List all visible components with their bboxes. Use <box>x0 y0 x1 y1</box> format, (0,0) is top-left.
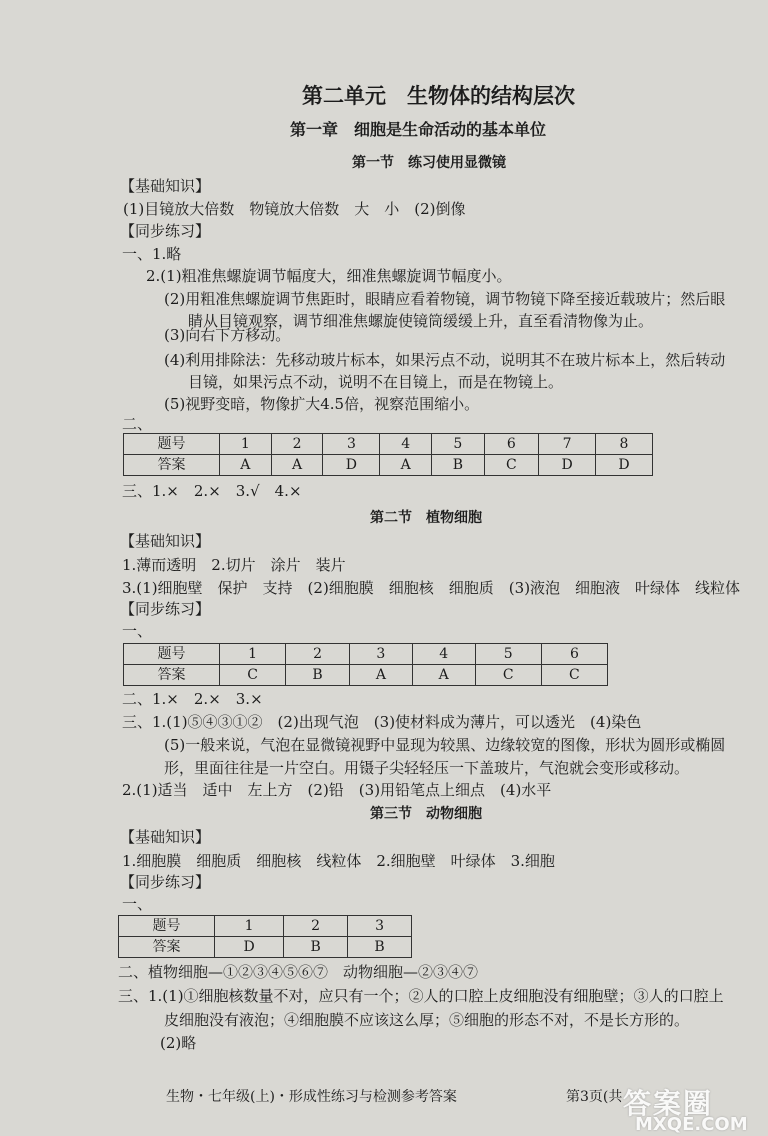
footer-page-number: 第3页(共 <box>566 1089 623 1105</box>
text-line: 二、植物细胞—①②③④⑤⑥⑦ 动物细胞—②③④⑦ <box>118 963 479 981</box>
text-line: 皮细胞没有液泡；④细胞膜不应该这么厚；⑤细胞的形态不对，不是长方形的。 <box>164 1011 690 1029</box>
table-cell: 4 <box>412 644 475 665</box>
text-line: 形，里面往往是一片空白。用镊子尖轻轻压一下盖玻片，气泡就会变形或移动。 <box>164 759 690 777</box>
table-row <box>124 665 608 686</box>
table-cell: 2 <box>286 644 350 665</box>
text-line: 2.(1)粗准焦螺旋调节幅度大，细准焦螺旋调节幅度小。 <box>146 267 512 285</box>
table-cell: C <box>484 455 539 476</box>
table-cell: 3 <box>349 644 412 665</box>
table-cell: 5 <box>432 434 485 455</box>
table-row <box>119 937 412 958</box>
section1-basic-line: (1)目镜放大倍数 物镜放大倍数 大 小 (2)倒像 <box>123 200 466 218</box>
text-line: 3.(1)细胞壁 保护 支持 (2)细胞膜 细胞核 细胞质 (3)液泡 细胞液 叶绿体 线粒体 <box>122 579 741 597</box>
table-row <box>124 455 653 476</box>
section2-title: 第二节 植物细胞 <box>370 510 482 526</box>
text-line: (4)利用排除法：先移动玻片标本，如果污点不动，说明其不在玻片标本上，然后转动 <box>164 351 726 369</box>
text-line: 一、1.略 <box>122 245 182 263</box>
text-line: (5)视野变暗，物像扩大4.5倍，视察范围缩小。 <box>164 395 480 413</box>
table-cell: 题号 <box>124 434 220 455</box>
section2-basic-label: 【基础知识】 <box>120 532 211 550</box>
table-cell: C <box>541 665 607 686</box>
text-line: 三、1.(1)①细胞核数量不对，应只有一个；②人的口腔上皮细胞没有细胞壁；③人的口腔上 <box>118 987 724 1005</box>
table-cell: 题号 <box>124 644 220 665</box>
section2-sync-label: 【同步练习】 <box>120 600 211 618</box>
table-row <box>119 916 412 937</box>
watermark-logo <box>617 1082 762 1134</box>
section3-title: 第三节 动物细胞 <box>370 806 482 822</box>
text-line: 一、 <box>122 895 153 913</box>
watermark-bottom: MXQE.COM <box>635 1114 748 1135</box>
section3-answer-table <box>118 915 412 958</box>
table-cell: 4 <box>380 434 432 455</box>
table-cell: 1 <box>220 434 272 455</box>
table-cell: B <box>432 455 485 476</box>
text-line: 目镜，如果污点不动，说明不在目镜上，而是在物镜上。 <box>188 373 564 391</box>
table-cell: 答案 <box>119 937 215 958</box>
table-cell: 1 <box>215 916 284 937</box>
table-cell: 题号 <box>119 916 215 937</box>
text-line: 二、1.× 2.× 3.× <box>122 690 263 708</box>
table-cell: D <box>596 455 653 476</box>
table-cell: A <box>412 665 475 686</box>
table-cell: A <box>220 455 272 476</box>
chapter-title: 第一章 细胞是生命活动的基本单位 <box>290 120 547 139</box>
table-cell: D <box>215 937 284 958</box>
text-line: 二、 <box>122 415 153 433</box>
text-line: (2)用粗准焦螺旋调节焦距时，眼睛应看着物镜，调节物镜下降至接近载玻片；然后眼 <box>164 290 726 308</box>
footer-title: 生物・七年级(上)・形成性练习与检测参考答案 <box>166 1089 457 1105</box>
section1-title: 第一节 练习使用显微镜 <box>352 155 506 171</box>
text-line: (3)向右下方移动。 <box>164 326 291 344</box>
table-cell: 1 <box>220 644 286 665</box>
table-cell: 3 <box>348 916 412 937</box>
text-line: 2.(1)适当 适中 左上方 (2)铅 (3)用铅笔点上细点 (4)水平 <box>122 781 552 799</box>
section1-answer-table <box>123 433 653 476</box>
table-cell: C <box>220 665 286 686</box>
table-cell: 5 <box>475 644 541 665</box>
table-cell: B <box>284 937 348 958</box>
table-row <box>124 434 653 455</box>
watermark-top: 答案圈 <box>623 1087 714 1120</box>
table-cell: 2 <box>271 434 323 455</box>
table-cell: 答案 <box>124 665 220 686</box>
section3-sync-label: 【同步练习】 <box>120 873 211 891</box>
table-cell: B <box>286 665 350 686</box>
section1-line-three: 三、1.× 2.× 3.√ 4.× <box>122 482 302 500</box>
text-line: 1.薄而透明 2.切片 涂片 装片 <box>122 556 346 574</box>
section3-basic-label: 【基础知识】 <box>120 828 211 846</box>
section1-sync-label: 【同步练习】 <box>120 222 211 240</box>
table-cell: 答案 <box>124 455 220 476</box>
table-cell: D <box>323 455 380 476</box>
section2-answer-table <box>123 643 608 686</box>
section3-basic-line: 1.细胞膜 细胞质 细胞核 线粒体 2.细胞壁 叶绿体 3.细胞 <box>122 852 555 870</box>
table-cell: B <box>348 937 412 958</box>
table-row <box>124 644 608 665</box>
table-cell: 7 <box>539 434 596 455</box>
table-cell: 8 <box>596 434 653 455</box>
text-line: 三、1.(1)⑤④③①② (2)出现气泡 (3)使材料成为薄片，可以透光 (4)染色 <box>122 713 642 731</box>
text-line: (2)略 <box>160 1034 197 1052</box>
table-cell: A <box>271 455 323 476</box>
table-cell: 6 <box>484 434 539 455</box>
table-cell: C <box>475 665 541 686</box>
table-cell: D <box>539 455 596 476</box>
text-line: (5)一般来说，气泡在显微镜视野中显现为较黑、边缘较宽的图像，形状为圆形或椭圆 <box>164 736 726 754</box>
table-cell: 3 <box>323 434 380 455</box>
unit-title: 第二单元 生物体的结构层次 <box>302 84 575 108</box>
table-cell: A <box>349 665 412 686</box>
text-line: 睛从目镜观察，调节细准焦螺旋使镜筒缓缓上升，直至看清物像为止。 <box>188 312 654 330</box>
table-cell: 6 <box>541 644 607 665</box>
text-line: 一、 <box>122 622 153 640</box>
table-cell: A <box>380 455 432 476</box>
table-cell: 2 <box>284 916 348 937</box>
section1-basic-label: 【基础知识】 <box>120 177 211 195</box>
